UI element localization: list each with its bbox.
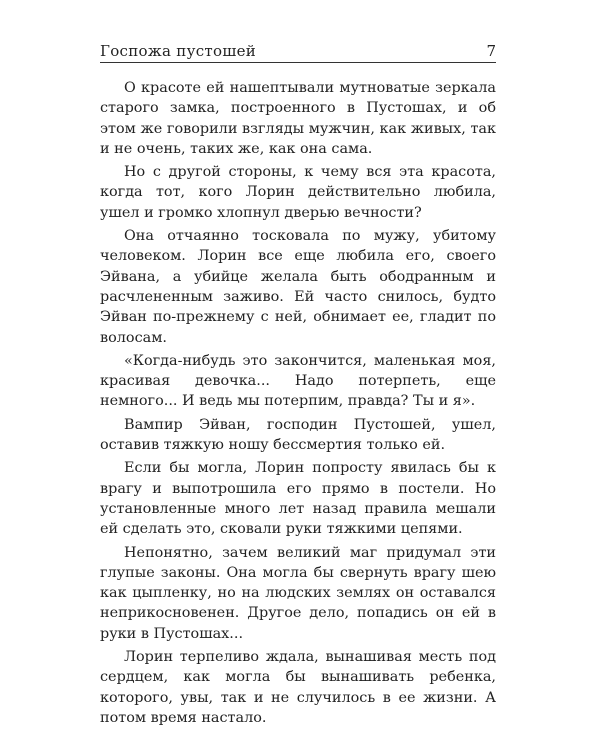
paragraph-2: Но с другой стороны, к чему вся эта красота, когда тот, кого Лорин действительно любила, ушел и громко хлопнул дверью вечности? [100, 164, 496, 221]
page-number: 7 [486, 42, 496, 60]
paragraph-4: «Когда-нибудь это закончится, маленькая моя, красивая девочка... Надо потерпеть, еще немного... И ведь мы потерпим, правда? Ты и я». [100, 352, 496, 410]
paragraph-1: О красоте ей нашептывали мутноватые зеркала старого замка, построенного в Пустошах, и об этом же говорили взгляды мужчин, как живых, так и не очень, таких же, как она сама. [100, 80, 496, 157]
body-text [100, 78, 496, 731]
paragraph-7: Непонятно, зачем великий маг придумал эти глупые законы. Она могла бы свернуть врагу шею как цыпленку, но на людских землях он оставался неприкосновенен. Другое дело, попадись он ей в руки в Пустошах... [100, 544, 496, 642]
book-title: Госпожа пустошей [100, 42, 257, 60]
paragraph-5: Вампир Эйван, господин Пустошей, ушел, оставив тяжкую ношу бессмертия только ей. [100, 416, 496, 454]
paragraph-8: Лорин терпеливо ждала, вынашивая месть под сердцем, как могла бы вынашивать ребенка, которого, увы, так и не случилось в ее жизни. А потом время настало. [100, 649, 496, 726]
paragraph-3: Она отчаянно тосковала по мужу, убитому человеком. Лорин все еще любила его, своего Эйвана, а убийце желала быть ободранным и расчлененным заживо. Ей часто снилось, будто Эйван по-прежнему с ней, обнимает ее, гладит по волосам. [100, 228, 496, 346]
running-header [100, 40, 496, 63]
paragraph-6: Если бы могла, Лорин попросту явилась бы к врагу и выпотрошила его прямо в постели. Но установленные много лет назад правила мешали ей сделать это, сковали руки тяжкими цепями. [100, 460, 496, 538]
